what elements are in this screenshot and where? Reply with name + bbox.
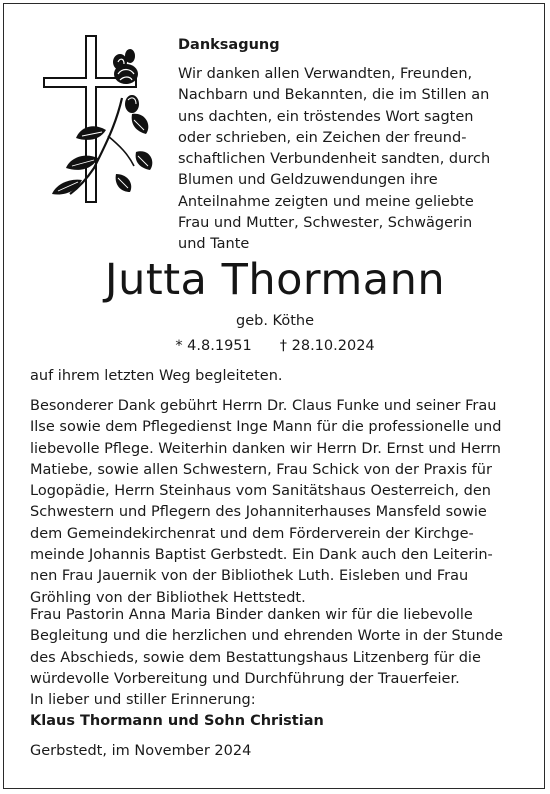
intro-line: Blumen und Geldzuwendungen ihre [178,172,438,189]
birth-date: * 4.8.1951 [175,338,252,354]
closing-line: In lieber und stiller Erinnerung: [30,692,256,708]
pastor-line: des Abschieds, sowie dem Bestattungshaus Litzenberg für die [30,649,481,666]
death-date: † 28.10.2024 [279,338,375,354]
signature: Klaus Thormann und Sohn Christian [30,713,324,730]
pastor-paragraph [30,605,525,690]
intro-line: und Tante [178,236,250,253]
cross-with-rose-icon [36,34,156,204]
thanks-line: nen Frau Jauernik von der Bibliothek Luth. Eisleben und Frau [30,568,469,585]
intro-line: Nachbarn und Bekannten, die im Stillen an [178,87,490,104]
thanks-line: Logopädie, Herrn Steinhaus vom Sanitätshaus Oesterreich, den [30,483,491,500]
thanks-line: Ilse sowie dem Pflegedienst Inge Mann für die professionelle und [30,419,502,436]
heading-danksagung: Danksagung [178,37,280,53]
thanks-line: Besonderer Dank gebührt Herrn Dr. Claus Funke und seiner Frau [30,398,497,414]
thanks-line: Matiebe, sowie allen Schwestern, Frau Schick von der Praxis für [30,461,492,478]
intro-line: Wir danken allen Verwandten, Freunden, [178,66,473,82]
closing-block [30,690,525,733]
pastor-line: würdevolle Vorbereitung und Durchführung der Trauerfeier. [30,670,460,687]
last-way-line [30,366,525,387]
pastor-line: Frau Pastorin Anna Maria Binder danken wir für die liebevolle [30,607,473,623]
pastor-line: Begleitung und die herzlichen und ehrenden Worte in der Stunde [30,628,503,645]
birth-name: geb. Köthe [235,313,314,329]
thanks-line: liebevolle Pflege. Weiterhin danken wir Herrn Dr. Ernst und Herrn [30,440,501,457]
place-date: Gerbstedt, im November 2024 [30,743,252,759]
deceased-name: Jutta Thormann [104,255,446,305]
intro-line: oder schrieben, ein Zeichen der freund- [178,129,467,146]
intro-line: Frau und Mutter, Schwester, Schwägerin [178,215,473,232]
thanks-line: dem Gemeindekirchenrat und dem Förderverein der Kirchge- [30,525,474,542]
intro-line: Anteilnahme zeigten und meine geliebte [178,193,474,210]
thanks-line: Schwestern und Pflegern des Johanniterhauses Mansfeld sowie [30,504,487,521]
life-dates [0,338,550,354]
thanks-line: Gröhling von der Bibliothek Hettstedt. [30,589,306,606]
thanks-line: meinde Johannis Baptist Gerbstedt. Ein Dank auch den Leiterin- [30,547,493,564]
place-date-block [30,741,525,762]
intro-line: schaftlichen Verbundenheit sandten, durch [178,151,491,168]
thanks-paragraph [30,396,525,609]
last-way-text: auf ihrem letzten Weg begleiteten. [30,368,283,384]
intro-line: uns dachten, ein tröstendes Wort sagten [178,108,474,125]
intro-paragraph [178,64,528,256]
